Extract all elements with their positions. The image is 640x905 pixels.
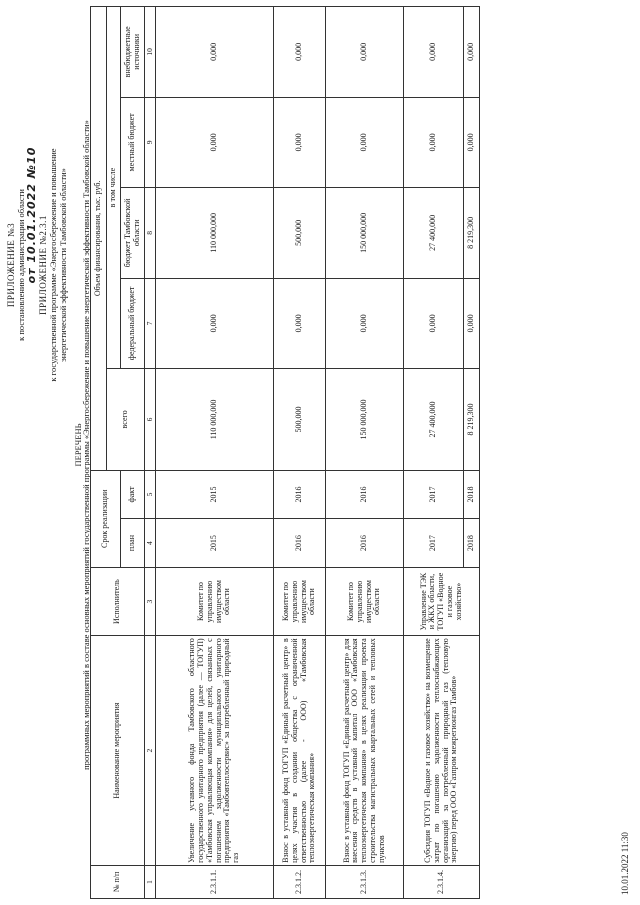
document-subtitle: программных мероприятий в составе основных мероприятий государственной программы «Энергосбережение и повышение энергетической эффективности Тамбовской области» <box>81 120 91 770</box>
table-row <box>156 7 274 899</box>
fact-year: 2016 <box>326 470 404 519</box>
row-number: 2.3.1.1. <box>156 865 274 898</box>
appendix-number-2: ПРИЛОЖЕНИЕ №2.3.1 <box>38 215 48 315</box>
print-timestamp: 10.01.2022 11:30 <box>620 832 630 895</box>
regional-amount: 27 400,000 <box>404 188 464 279</box>
column-number-row <box>145 7 156 899</box>
executor: Комитет по управлению имуществом области <box>156 567 274 635</box>
regional-amount: 150 000,000 <box>326 188 404 279</box>
local-amount: 0,000 <box>274 97 326 188</box>
total-amount: 500,000 <box>274 369 326 471</box>
fact-year: 2015 <box>156 470 274 519</box>
plan-year: 2016 <box>326 519 404 568</box>
total-amount: 27 400,000 <box>404 369 464 471</box>
fact-year: 2016 <box>274 470 326 519</box>
col-header-offbudget: внебюджетные источники <box>121 7 145 98</box>
col-number: 10 <box>145 7 156 98</box>
measure-name: Взнос в уставный фонд ТОГУП «Единый расчетный центр» в целях участия в создании общества с ограниченной ответственностью (далее - ООО) «Тамбовская теплоэнергетическая компания» <box>274 636 326 866</box>
program-reference-line-2: энергетической эффективности Тамбовской области» <box>58 168 68 362</box>
col-header-num: № п/п <box>91 865 145 898</box>
federal-amount: 0,000 <box>404 278 464 369</box>
col-number: 9 <box>145 97 156 188</box>
local-amount: 0,000 <box>464 97 480 188</box>
regional-amount: 500,000 <box>274 188 326 279</box>
measure-name: Увеличение уставного фонда Тамбовского областного государственного унитарного предприятия (далее — ТОГУП) «Тамбовская управляющая компания» для целей, связанных с погашением задолженности муниципального унитарного предприятия «Тамбовтеплосервис» за потребленный природный газ <box>156 636 274 866</box>
col-number: 3 <box>145 567 156 635</box>
plan-year: 2016 <box>274 519 326 568</box>
row-number: 2.3.1.3. <box>326 865 404 898</box>
col-number: 4 <box>145 519 156 568</box>
offbudget-amount: 0,000 <box>156 7 274 98</box>
col-number: 2 <box>145 636 156 866</box>
total-amount: 110 000,000 <box>156 369 274 471</box>
row-number: 2.3.1.2. <box>274 865 326 898</box>
col-number: 1 <box>145 865 156 898</box>
col-header-term: Срок реализации <box>91 470 121 567</box>
measure-name: Взнос в уставный фонд ТОГУП «Единый расчетный центр» для внесения средств в уставный капитал ООО «Тамбовская теплоэнергетическая компания» в целях реализации проекта строительства магистральных квартальных сетей и тепловых пунктов <box>326 636 404 866</box>
col-header-regional: бюджет Тамбовской области <box>121 188 145 279</box>
federal-amount: 0,000 <box>326 278 404 369</box>
document-title: ПЕРЕЧЕНЬ <box>73 423 83 467</box>
col-header-volume: Объем финансирования, тыс. руб. <box>91 7 107 471</box>
appendix-number: ПРИЛОЖЕНИЕ №3 <box>6 222 16 308</box>
offbudget-amount: 0,000 <box>274 7 326 98</box>
executor: Управление ТЭК и ЖКХ области, ТОГУП «Водное и газовое хозяйство» <box>404 567 480 635</box>
col-header-fact: факт <box>121 470 145 519</box>
measure-name: Субсидия ТОГУП «Водное и газовое хозяйство» на возмещение затрат по погашению задолженности теплоснабжающих организаций за потребленный природный газ (тепловую энергию) перед ООО «Газпром межрегионгаз Тамбов» <box>404 636 480 866</box>
local-amount: 0,000 <box>404 97 464 188</box>
fact-year: 2018 <box>464 470 480 519</box>
col-header-name: Наименование мероприятия <box>91 636 145 866</box>
plan-year: 2015 <box>156 519 274 568</box>
row-number: 2.3.1.4. <box>404 865 480 898</box>
table-row <box>326 7 404 899</box>
plan-year: 2018 <box>464 519 480 568</box>
col-header-federal: федеральный бюджет <box>121 278 145 369</box>
col-header-local: местный бюджет <box>121 97 145 188</box>
col-header-including: в том числе <box>107 7 121 369</box>
col-header-total: всего <box>107 369 145 471</box>
offbudget-amount: 0,000 <box>464 7 480 98</box>
offbudget-amount: 0,000 <box>404 7 464 98</box>
local-amount: 0,000 <box>326 97 404 188</box>
table-row <box>404 7 464 899</box>
col-header-plan: план <box>121 519 145 568</box>
col-number: 5 <box>145 470 156 519</box>
total-amount: 8 219,300 <box>464 369 480 471</box>
executor: Комитет по управлению имуществом области <box>326 567 404 635</box>
federal-amount: 0,000 <box>464 278 480 369</box>
table-row <box>274 7 326 899</box>
regional-amount: 110 000,000 <box>156 188 274 279</box>
fact-year: 2017 <box>404 470 464 519</box>
total-amount: 150 000,000 <box>326 369 404 471</box>
federal-amount: 0,000 <box>274 278 326 369</box>
executor: Комитет по управлению имуществом области <box>274 567 326 635</box>
col-number: 6 <box>145 369 156 471</box>
regional-amount: 8 219,300 <box>464 188 480 279</box>
offbudget-amount: 0,000 <box>326 7 404 98</box>
decree-reference: к постановлению администрации области <box>16 189 26 341</box>
measures-table <box>90 6 480 899</box>
federal-amount: 0,000 <box>156 278 274 369</box>
col-number: 8 <box>145 188 156 279</box>
col-header-executor: Исполнитель <box>91 567 145 635</box>
col-number: 7 <box>145 278 156 369</box>
program-reference-line-1: к государственной программе «Энергосбережение и повышение <box>48 148 58 382</box>
handwritten-date-signature: от 10.01.2022 №10 <box>25 146 38 284</box>
local-amount: 0,000 <box>156 97 274 188</box>
plan-year: 2017 <box>404 519 464 568</box>
